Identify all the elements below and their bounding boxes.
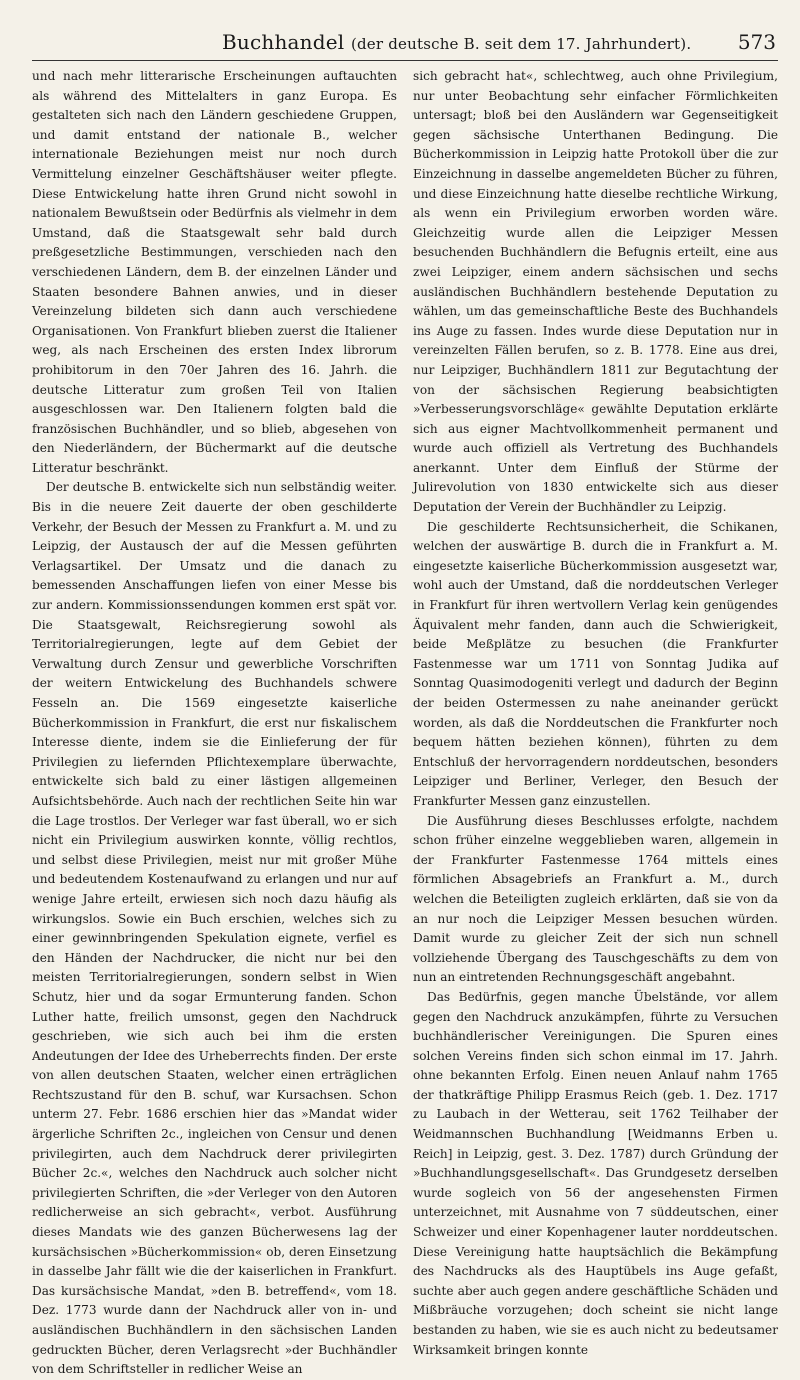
running-header [32, 26, 778, 61]
paragraph: und nach mehr litterarische Erscheinungen auftauchten als während des Mittelalters in ganz Europa. Es gestalteten sich nach den Ländern geschiedene Gruppen, und damit entstand der nationale B., welcher internationale Beziehungen meist nur noch durch Vermittelung einzelner Geschäftshäuser weiter pflegte. Diese Entwickelung hatte ihren Grund nicht sowohl in nationalem Bewußtsein oder Bedürfnis als vielmehr in dem Umstand, daß die Staatsgewalt sehr bald durch preßgesetzliche Bestimmungen, verschieden nach den verschiedenen Ländern, dem B. der einzelnen Länder und Staaten besondere Bahnen anwies, und in dieser Vereinzelung bildeten sich dann auch verschiedene Organisationen. Von Frankfurt blieben zuerst die Italiener weg, als nach Erscheinen des ersten Index librorum prohibitorum in den 70er Jahren des 16. Jahrh. die deutsche Litteratur zum großen Teil von Italien ausgeschlossen war. Den Italienern folgten bald die französischen Buchhändler, und so blieb, abgesehen von den Niederländern, der Büchermarkt auf die deutsche Litteratur beschränkt. [32, 69, 397, 475]
paragraph: Die geschilderte Rechtsunsicherheit, die Schikanen, welchen der auswärtige B. durch die in Frankfurt a. M. eingesetzte kaiserliche Bücherkommission ausgesetzt war, wohl auch der Umstand, daß die norddeutschen Verleger in Frankfurt für ihren wertvollern Verlag kein genügendes Äquivalent mehr fanden, dann auch die Schwierigkeit, beide Meßplätze zu besuchen (die Frankfurter Fastenmesse war um 1711 von Sonntag Judika auf Sonntag Quasimodogeniti verlegt und dadurch der Beginn der beiden Ostermessen zu nahe aneinander gerückt worden, als daß die Norddeutschen die Frankfurter noch bequem hätten beziehen können), führten zu dem Entschluß der hervorragendern norddeutschen, besonders Leipziger und Berliner, Verleger, den Besuch der Frankfurter Messen ganz einzustellen. [413, 519, 778, 808]
paragraph: sich gebracht hat«, schlechtweg, auch ohne Privilegium, nur unter Beobachtung sehr einfacher Förmlichkeiten untersagt; bloß bei den Ausländern war Gegenseitigkeit gegen sächsische Unterthanen Bedingung. Die Bücherkommission in Leipzig hatte Protokoll über die zur Einzeichnung in dasselbe angemeldeten Bücher zu führen, und diese Einzeichnung hatte dieselbe rechtliche Wirkung, als wenn ein Privilegium erworben worden wäre. Gleichzeitig wurde allen die Leipziger Messen besuchenden Buchhändlern die Befugnis erteilt, eine aus zwei Leipziger, einem andern sächsischen und sechs ausländischen Buchhändlern bestehende Deputation zu wählen, um das gemeinschaftliche Beste des Buchhandels ins Auge zu fassen. Indes wurde diese Deputation nur in vereinzelten Fällen berufen, so z. B. 1778. Eine aus drei, nur Leipziger, Buchhändlern 1811 zur Begutachtung der von der sächsischen Regierung beabsichtigten »Verbesserungsvorschläge« gewählte Deputation erklärte sich aus eigner Machtvollkommenheit permanent und wurde auch offiziell als Vertretung des Buchhandels anerkannt. Unter dem Einfluß der Stürme der Julirevolution von 1830 entwickelte sich aus dieser Deputation der Verein der Buchhändler zu Leipzig. [413, 69, 778, 515]
paragraph: Das Bedürfnis, gegen manche Übelstände, vor allem gegen den Nachdruck anzukämpfen, führte zu Versuchen buchhändlerischer Vereinigungen. Die Spuren eines solchen Vereins finden sich schon einmal im 17. Jahrh. ohne bekannten Erfolg. Einen neuen Anlauf nahm 1765 der thatkräftige Philipp Erasmus Reich (geb. 1. Dez. 1717 zu Laubach in der Wetterau, seit 1762 Teilhaber der Weidmannschen Buchhandlung [Weidmanns Erben u. Reich] in Leipzig, gest. 3. Dez. 1787) durch Gründung der »Buchhandlungsgesellschaft«. Das Grundgesetz derselben wurde sogleich von 56 der angesehensten Firmen unterzeichnet, mit Ausnahme von 7 süddeutschen, einer Schweizer und einer Kopenhagener lauter norddeutschen. Diese Vereinigung hatte hauptsächlich die Bekämpfung des Nachdrucks als des Hauptübels ins Auge gefaßt, suchte aber auch gegen andere geschäftliche Schäden und Mißbräuche vorzugehen; doch scheint sie nicht lange bestanden zu haben, wie sie es auch nicht zu bedeutsamer Wirksamkeit bringen konnte [413, 989, 778, 1357]
left-column [32, 67, 397, 1380]
right-column [413, 67, 778, 1380]
page-number: 573 [737, 30, 776, 54]
paragraph: Der deutsche B. entwickelte sich nun selbständig weiter. Bis in die neuere Zeit dauerte der oben geschilderte Verkehr, der Besuch der Messen zu Frankfurt a. M. und zu Leipzig, der Austausch der auf die Messen geführten Verlagsartikel. Der Umsatz und die danach zu bemessenden Anschaffungen liefen von einer Messe bis zur andern. Kommissionssendungen kommen erst spät vor. Die Staatsgewalt, Reichsregierung sowohl als Territorialregierungen, legte auf dem Gebiet der Verwaltung durch Zensur und gewerbliche Vorschriften der weitern Entwickelung des Buchhandels schwere Fesseln an. Die 1569 eingesetzte kaiserliche Bücherkommission in Frankfurt, die erst nur fiskalischem Interesse diente, indem sie die Einlieferung der für Privilegien zu liefernden Pflichtexemplare überwachte, entwickelte sich bald zu einer lästigen allgemeinen Aufsichtsbehörde. Auch nach der rechtlichen Seite hin war die Lage trostlos. Der Verleger war fast überall, wo er sich nicht ein Privilegium auswirken konnte, völlig rechtlos, und selbst diese Privilegien, meist nur mit großer Mühe und bedeutendem Kostenaufwand zu erlangen und nur auf wenige Jahre erteilt, erwiesen sich noch dazu häufig als wirkungslos. Sowie ein Buch erschien, welches sich zu einer gewinnbringenden Spekulation eignete, verfiel es den Händen der Nachdrucker, die nicht nur bei den meisten Territorialregierungen, sondern selbst in Wien Schutz, hier und da sogar Ermunterung fanden. Schon Luther hatte, freilich umsonst, gegen den Nachdruck geschrieben, wie sich auch bei ihm die ersten Andeutungen der Idee des Urheberrechts finden. Der erste von allen deutschen Staaten, welcher einen erträglichen Rechtszustand für den B. schuf, war Kursachsen. Schon unterm 27. Febr. 1686 erschien hier das »Mandat wider ärgerliche Schriften 2c., ingleichen von Censur und denen privilegirten, auch dem Nachdruck derer privilegirten Bücher 2c.«, welches den Nachdruck auch solcher nicht privilegierten Schriften, die »der Verleger von den Autoren redlicherweise an sich gebracht«, verbot. Ausführung dieses Mandats wie des ganzen Bücherwesens lag der kursächsischen »Bücherkommission« ob, deren Einsetzung in dasselbe Jahr fällt wie die der kaiserlichen in Frankfurt. Das kursächsische Mandat, »den B. betreffend«, vom 18. Dez. 1773 wurde dann der Nachdruck aller von in- und ausländischen Buchhändlern in den sächsischen Landen gedruckten Bücher, deren Verlagsrecht »der Buchhändler von dem Schriftsteller in redlicher Weise an [32, 480, 397, 1377]
header-subtitle: (der deutsche B. seit dem 17. Jahrhundert). [350, 35, 692, 53]
paragraph: Die Ausführung dieses Beschlusses erfolgte, nachdem schon früher einzelne weggeblieben waren, allgemein in der Frankfurter Fastenmesse 1764 mittels eines förmlichen Absagebriefs an Frankfurt a. M., durch welchen die Beteiligten zugleich erklärten, daß sie von da an nur noch die Leipziger Messen besuchen würden. Damit wurde zu gleicher Zeit der sich nun schnell vollziehende Übergang des Tauschgeschäfts zu dem von nun an eintretenden Rechnungsgeschäft angebahnt. [413, 813, 778, 985]
header-title: Buchhandel [222, 30, 345, 54]
text-columns [32, 67, 778, 1380]
running-title [222, 30, 691, 54]
